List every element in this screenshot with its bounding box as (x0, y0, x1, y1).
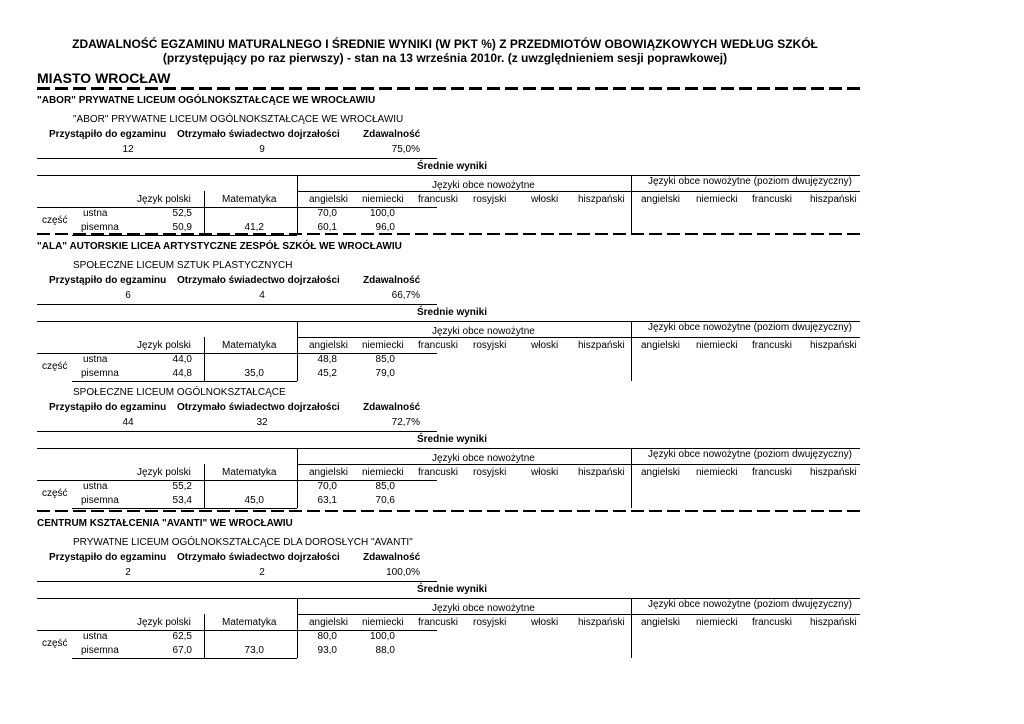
jezyki-obce-header: Języki obce nowożytne (432, 326, 535, 337)
przystapilo-value: 2 (125, 567, 131, 578)
col-matematyka: Matematyka (222, 340, 277, 351)
col-angielski: angielski (309, 617, 348, 628)
otrzymalo-label: Otrzymało świadectwo dojrzałości (177, 552, 340, 563)
col-rosyjski: rosyjski (473, 194, 507, 205)
column-divider (204, 614, 205, 658)
pisemna-label: pisemna (81, 222, 119, 233)
city-heading: MIASTO WROCŁAW (37, 70, 171, 86)
ustna-polski: 62,5 (172, 631, 192, 642)
ustna-label: ustna (83, 631, 108, 642)
przystapilo-label: Przystąpiło do egzaminu (49, 402, 167, 413)
stats-underline (37, 431, 437, 432)
col-dwuj-francuski: francuski (752, 467, 793, 478)
col-wloski: włoski (531, 340, 559, 351)
pisemna-niemiecki: 96,0 (375, 222, 395, 233)
col-matematyka: Matematyka (222, 194, 277, 205)
zdawalnosc-label: Zdawalność (363, 129, 421, 140)
col-francuski: francuski (418, 194, 459, 205)
pisemna-label: pisemna (81, 368, 119, 379)
jezyki-obce-dwuj-header: Języki obce nowożytne (poziom dwujęzyczny) (648, 176, 852, 187)
ustna-niemiecki: 85,0 (375, 481, 395, 492)
header-rule (297, 337, 860, 338)
pisemna-matematyka: 41,2 (244, 222, 264, 233)
jezyki-obce-header: Języki obce nowożytne (432, 453, 535, 464)
przystapilo-label: Przystąpiło do egzaminu (49, 129, 167, 140)
zdawalnosc-label: Zdawalność (363, 552, 421, 563)
czesc-label: część (42, 488, 68, 499)
ustna-angielski: 48,8 (317, 354, 337, 365)
col-rosyjski: rosyjski (473, 340, 507, 351)
otrzymalo-label: Otrzymało świadectwo dojrzałości (177, 402, 340, 413)
column-divider (204, 337, 205, 381)
column-divider (204, 464, 205, 508)
jezyki-obce-dwuj-header: Języki obce nowożytne (poziom dwujęzyczny) (648, 599, 852, 610)
pisemna-polski: 50,9 (172, 222, 192, 233)
col-matematyka: Matematyka (222, 617, 277, 628)
pisemna-polski: 53,4 (172, 495, 192, 506)
jezyki-obce-dwuj-header: Języki obce nowożytne (poziom dwujęzyczny) (648, 449, 852, 460)
srednie-label: Średnie wyniki (417, 307, 488, 318)
col-dwuj-niemiecki: niemiecki (696, 467, 738, 478)
przystapilo-value: 6 (125, 290, 131, 301)
school-name: CENTRUM KSZTAŁCENIA "AVANTI" WE WROCŁAWIU (37, 518, 293, 529)
czesc-label: część (42, 361, 68, 372)
pisemna-niemiecki: 88,0 (375, 645, 395, 656)
pisemna-angielski: 93,0 (317, 645, 337, 656)
row-underline (72, 235, 297, 236)
pisemna-label: pisemna (81, 495, 119, 506)
school-name: "ALA" AUTORSKIE LICEA ARTYSTYCZNE ZESPÓŁ SZKÓŁ WE WROCŁAWIU (37, 241, 402, 252)
header-rule (297, 614, 860, 615)
col-dwuj-hiszpanski: hiszpański (810, 340, 857, 351)
school-separator (37, 87, 860, 90)
zdawalnosc-label: Zdawalność (363, 275, 421, 286)
subschool-name: PRYWATNE LICEUM OGÓLNOKSZTAŁCĄCE DLA DOROSŁYCH "AVANTI" (73, 537, 413, 548)
pisemna-angielski: 63,1 (317, 495, 337, 506)
row-underline (72, 658, 297, 659)
col-angielski: angielski (309, 194, 348, 205)
col-wloski: włoski (531, 194, 559, 205)
school-separator (37, 233, 860, 235)
pisemna-matematyka: 35,0 (244, 368, 264, 379)
col-dwuj-hiszpanski: hiszpański (810, 194, 857, 205)
col-jezyk-polski: Język polski (137, 340, 191, 351)
header-rule (297, 464, 860, 465)
col-dwuj-angielski: angielski (641, 194, 680, 205)
czesc-label: część (42, 638, 68, 649)
ustna-label: ustna (83, 208, 108, 219)
col-jezyk-polski: Język polski (137, 617, 191, 628)
ustna-niemiecki: 85,0 (375, 354, 395, 365)
otrzymalo-value: 2 (259, 567, 265, 578)
pisemna-angielski: 60,1 (317, 222, 337, 233)
report-title: ZDAWALNOŚĆ EGZAMINU MATURALNEGO I ŚREDNIE WYNIKI (W PKT %) Z PRZEDMIOTÓW OBOWIĄZKOWYCH WEDŁUG SZKÓŁ (72, 37, 818, 51)
col-dwuj-angielski: angielski (641, 340, 680, 351)
zdawalnosc-value: 75,0% (391, 144, 420, 155)
jezyki-obce-header: Języki obce nowożytne (432, 180, 535, 191)
pisemna-matematyka: 73,0 (244, 645, 264, 656)
zdawalnosc-value: 100,0% (386, 567, 420, 578)
ustna-angielski: 70,0 (317, 208, 337, 219)
ustna-label: ustna (83, 481, 108, 492)
col-wloski: włoski (531, 617, 559, 628)
col-angielski: angielski (309, 467, 348, 478)
row-underline (72, 381, 297, 382)
col-francuski: francuski (418, 340, 459, 351)
column-divider (631, 321, 632, 381)
col-jezyk-polski: Język polski (137, 467, 191, 478)
col-matematyka: Matematyka (222, 467, 277, 478)
column-divider (631, 448, 632, 508)
col-angielski: angielski (309, 340, 348, 351)
col-niemiecki: niemiecki (362, 467, 404, 478)
srednie-label: Średnie wyniki (417, 161, 488, 172)
column-divider (204, 191, 205, 235)
ustna-niemiecki: 100,0 (369, 208, 395, 219)
header-rule (297, 191, 860, 192)
col-dwuj-angielski: angielski (641, 617, 680, 628)
col-hiszpanski: hiszpański (578, 617, 625, 628)
col-dwuj-francuski: francuski (752, 194, 793, 205)
ustna-polski: 55,2 (172, 481, 192, 492)
przystapilo-value: 44 (122, 417, 134, 428)
col-dwuj-hiszpanski: hiszpański (810, 617, 857, 628)
srednie-label: Średnie wyniki (417, 584, 488, 595)
school-name: "ABOR" PRYWATNE LICEUM OGÓLNOKSZTAŁCĄCE WE WROCŁAWIU (37, 95, 376, 106)
col-wloski: włoski (531, 467, 559, 478)
col-niemiecki: niemiecki (362, 340, 404, 351)
pisemna-polski: 44,8 (172, 368, 192, 379)
col-hiszpanski: hiszpański (578, 194, 625, 205)
subschool-name: "ABOR" PRYWATNE LICEUM OGÓLNOKSZTAŁCĄCE WE WROCŁAWIU (73, 114, 404, 125)
pisemna-matematyka: 45,0 (244, 495, 264, 506)
column-divider (631, 175, 632, 235)
col-dwuj-niemiecki: niemiecki (696, 617, 738, 628)
col-dwuj-francuski: francuski (752, 617, 793, 628)
col-hiszpanski: hiszpański (578, 340, 625, 351)
school-separator (37, 510, 860, 512)
ustna-polski: 44,0 (172, 354, 192, 365)
col-niemiecki: niemiecki (362, 617, 404, 628)
przystapilo-label: Przystąpiło do egzaminu (49, 275, 167, 286)
zdawalnosc-value: 66,7% (391, 290, 420, 301)
col-francuski: francuski (418, 467, 459, 478)
pisemna-niemiecki: 79,0 (375, 368, 395, 379)
row-underline (72, 508, 297, 509)
subschool-name: SPOŁECZNE LICEUM OGÓLNOKSZTAŁCĄCE (73, 387, 286, 398)
otrzymalo-label: Otrzymało świadectwo dojrzałości (177, 275, 340, 286)
col-jezyk-polski: Język polski (137, 194, 191, 205)
otrzymalo-label: Otrzymało świadectwo dojrzałości (177, 129, 340, 140)
otrzymalo-value: 9 (259, 144, 265, 155)
przystapilo-value: 12 (122, 144, 134, 155)
ustna-angielski: 70,0 (317, 481, 337, 492)
col-dwuj-francuski: francuski (752, 340, 793, 351)
report-subtitle: (przystępujący po raz pierwszy) - stan na 13 września 2010r. (z uwzględnieniem sesji poprawkowej) (162, 51, 728, 65)
col-dwuj-hiszpanski: hiszpański (810, 467, 857, 478)
stats-underline (37, 158, 437, 159)
zdawalnosc-label: Zdawalność (363, 402, 421, 413)
ustna-angielski: 80,0 (317, 631, 337, 642)
przystapilo-label: Przystąpiło do egzaminu (49, 552, 167, 563)
column-divider (631, 598, 632, 658)
srednie-label: Średnie wyniki (417, 434, 488, 445)
czesc-label: część (42, 215, 68, 226)
stats-underline (37, 304, 437, 305)
jezyki-obce-dwuj-header: Języki obce nowożytne (poziom dwujęzyczny) (648, 322, 852, 333)
col-francuski: francuski (418, 617, 459, 628)
col-dwuj-niemiecki: niemiecki (696, 194, 738, 205)
subschool-name: SPOŁECZNE LICEUM SZTUK PLASTYCZNYCH (73, 260, 293, 271)
otrzymalo-value: 4 (259, 290, 265, 301)
zdawalnosc-value: 72,7% (391, 417, 420, 428)
col-hiszpanski: hiszpański (578, 467, 625, 478)
col-niemiecki: niemiecki (362, 194, 404, 205)
otrzymalo-value: 32 (256, 417, 268, 428)
col-dwuj-niemiecki: niemiecki (696, 340, 738, 351)
pisemna-angielski: 45,2 (317, 368, 337, 379)
stats-underline (37, 581, 437, 582)
pisemna-polski: 67,0 (172, 645, 192, 656)
pisemna-label: pisemna (81, 645, 119, 656)
ustna-niemiecki: 100,0 (369, 631, 395, 642)
col-dwuj-angielski: angielski (641, 467, 680, 478)
ustna-polski: 52,5 (172, 208, 192, 219)
jezyki-obce-header: Języki obce nowożytne (432, 603, 535, 614)
pisemna-niemiecki: 70,6 (375, 495, 395, 506)
col-rosyjski: rosyjski (473, 467, 507, 478)
ustna-label: ustna (83, 354, 108, 365)
col-rosyjski: rosyjski (473, 617, 507, 628)
